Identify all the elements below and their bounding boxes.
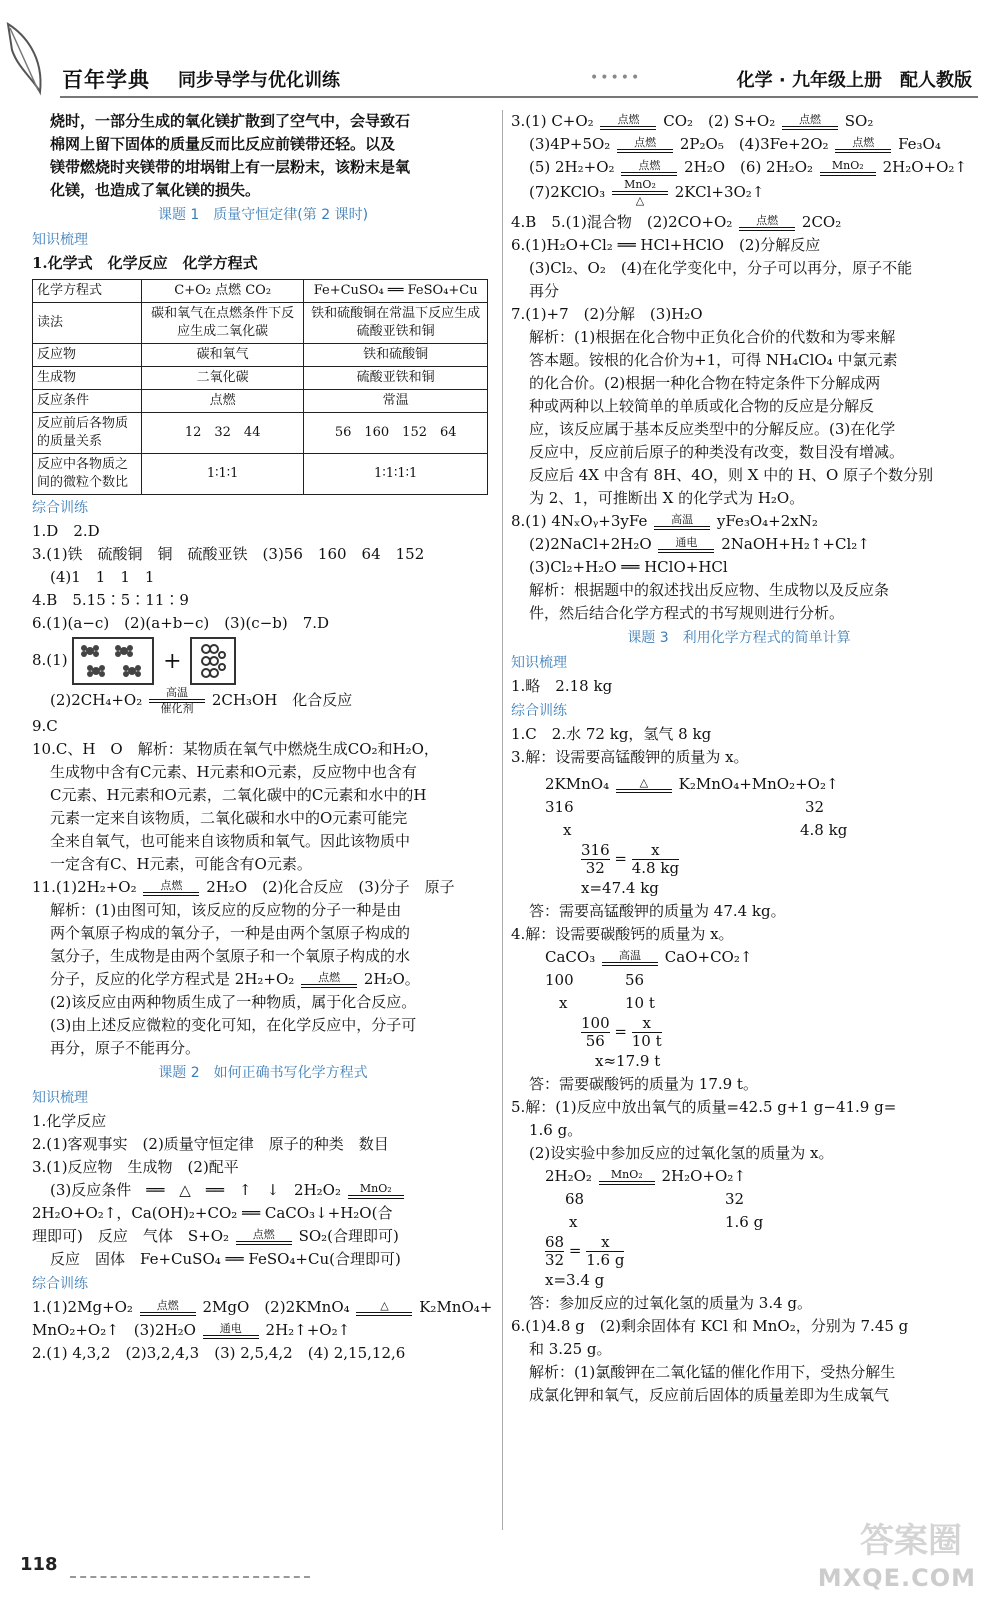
reaction-arrow bbox=[140, 1300, 196, 1316]
eq-part: 2H₂O。 bbox=[363, 970, 420, 988]
intro-line: 棉网上留下固体的质量反而比反应前镁带还轻。以及 bbox=[50, 135, 396, 153]
table-cell: 生成物 bbox=[33, 367, 142, 390]
eq-part: 2H₂↑+O₂↑ bbox=[265, 1321, 351, 1339]
calc-masses bbox=[545, 969, 967, 992]
explanation-line bbox=[32, 968, 494, 991]
explanation-line: 反应中，反应前后原子的种类没有改变，数目没有增减。 bbox=[529, 443, 905, 461]
eq-part: CO₂ (2) S+O₂ bbox=[663, 112, 776, 130]
calc-value: 68 bbox=[565, 1190, 585, 1208]
column-divider bbox=[502, 110, 503, 1530]
table-cell: Fe+CuSO₄ ══ FeSO₄+Cu bbox=[304, 280, 488, 303]
arrow-label: △ bbox=[380, 1299, 389, 1312]
arrow-label: 点燃 bbox=[160, 879, 183, 892]
arrow-label: △ bbox=[635, 194, 645, 207]
calc-result: x=47.4 kg bbox=[581, 879, 659, 897]
eq-part: 2H₂O (6) 2H₂O₂ bbox=[684, 158, 814, 176]
table-cell: 碳和氧气 bbox=[142, 344, 304, 367]
reaction-arrow bbox=[739, 215, 795, 231]
arrow-label: 高温 bbox=[166, 686, 189, 699]
answer-line: 1.C 2.水 72 kg，氢气 8 kg bbox=[511, 725, 712, 743]
reaction-table bbox=[32, 279, 488, 495]
answer-line: 3.解：设需要高锰酸钾的质量为 x。 bbox=[511, 748, 749, 766]
arrow-label: MnO₂ bbox=[831, 159, 864, 172]
answer-line: 4.解：设需要碳酸钙的质量为 x。 bbox=[511, 925, 734, 943]
eq-part: 2P₂O₅ (4)3Fe+2O₂ bbox=[679, 135, 829, 153]
reaction-arrow bbox=[600, 114, 656, 130]
arrow-label: MnO₂ bbox=[624, 178, 656, 191]
eq-part: 2KCl+3O₂↑ bbox=[674, 183, 765, 201]
answer-line: 3.(1)铁 硫酸铜 铜 硫酸亚铁 (3)56 160 64 152 bbox=[32, 545, 425, 563]
table-cell: 常温 bbox=[304, 390, 488, 413]
eq-part: (3)反应条件 ══ △ ══ ↑ ↓ 2H₂O₂ bbox=[50, 1181, 341, 1199]
fraction bbox=[581, 1015, 610, 1050]
eq-part: 11.(1)2H₂+O₂ bbox=[32, 878, 137, 896]
eq-part: 2MgO (2)2KMnO₄ bbox=[202, 1298, 350, 1316]
eq-part: 2H₂O (2)化合反应 (3)分子 原子 bbox=[206, 878, 455, 896]
fraction-num: 100 bbox=[581, 1014, 610, 1032]
table-cell: 硫酸亚铁和铜 bbox=[304, 367, 488, 390]
answer-line: C元素、H元素和O元素，二氧化碳中的C元素和水中的H bbox=[50, 786, 427, 804]
answer-line: 反应 固体 Fe+CuSO₄ ══ FeSO₄+Cu(合理即可) bbox=[50, 1250, 401, 1268]
reaction-arrow bbox=[301, 972, 357, 988]
answer-line: 4.B 5.15∶5∶11∶9 bbox=[32, 591, 189, 609]
header-rule bbox=[60, 96, 978, 98]
answer-line: 一定含有C、H元素，可能含有O元素。 bbox=[50, 855, 312, 873]
reaction-arrow bbox=[658, 537, 714, 553]
fraction-den: 10 t bbox=[631, 1032, 662, 1050]
fraction bbox=[545, 1234, 564, 1269]
reaction-arrow bbox=[143, 880, 199, 896]
section-knowledge: 知识梳理 bbox=[511, 655, 567, 671]
explanation-line: 成氯化钾和氧气，反应前后固体的质量差即为生成氧气 bbox=[529, 1386, 890, 1404]
plus-icon: + bbox=[163, 648, 182, 674]
eq-part: SO₂ bbox=[844, 112, 874, 130]
answer-line: 生成物中含有C元素、H元素和O元素，反应物中也含有 bbox=[50, 763, 417, 781]
calc-block-3 bbox=[511, 773, 967, 900]
answer-line: 2H₂O+O₂↑，Ca(OH)₂+CO₂ ══ CaCO₃↓+H₂O(合 bbox=[32, 1204, 393, 1222]
arrow-label: △ bbox=[639, 776, 649, 789]
answer-line bbox=[32, 1296, 494, 1319]
eq-part: 2H₂O+O₂↑ bbox=[882, 158, 967, 176]
answer-line: 再分 bbox=[529, 282, 560, 300]
explanation-line: 解析：(1)根据在化合物中正负化合价的代数和为零来解 bbox=[529, 328, 896, 346]
answer-line: 9.C bbox=[32, 717, 58, 735]
eq-part: K₂MnO₄+ bbox=[419, 1298, 493, 1316]
eq-part: (5) 2H₂+O₂ bbox=[529, 158, 615, 176]
calc-result: x=3.4 g bbox=[545, 1271, 605, 1289]
calc-result: x≈17.9 t bbox=[595, 1052, 661, 1070]
explanation-line: 种或两种以上较简单的单质或化合物的反应是分解反 bbox=[529, 397, 875, 415]
arrow-label: 高温 bbox=[619, 949, 641, 962]
table-cell: 1∶1∶1∶1 bbox=[304, 454, 488, 495]
answer-line: 1.略 2.18 kg bbox=[511, 677, 613, 695]
explanation-line: 的化合价。(2)根据一种化合物在特定条件下分解成两 bbox=[529, 374, 881, 392]
answer-line: 2.(1) 4,3,2 (2)3,2,4,3 (3) 2,5,4,2 (4) 2,15,12,6 bbox=[32, 1344, 406, 1362]
left-column bbox=[32, 110, 494, 1365]
answer-line bbox=[511, 133, 967, 156]
fraction-num: x bbox=[586, 1234, 624, 1252]
reaction-arrow bbox=[149, 687, 205, 715]
reaction-arrow bbox=[820, 160, 876, 176]
explanation-line: 件，然后结合化学方程式的书写规则进行分析。 bbox=[529, 604, 845, 622]
eq-part: Fe₃O₄ bbox=[898, 135, 941, 153]
series-title: 同步导学与优化训练 bbox=[178, 70, 340, 91]
calc-value: x bbox=[563, 821, 572, 839]
arrow-label: 点燃 bbox=[638, 159, 661, 172]
arrow-label: 点燃 bbox=[617, 113, 640, 126]
eq-part: CaO+CO₂↑ bbox=[664, 948, 753, 966]
arrow-label: 点燃 bbox=[252, 1228, 275, 1241]
table-cell: 读法 bbox=[33, 303, 142, 344]
answer-line bbox=[511, 156, 967, 179]
calc-value: 1.6 g bbox=[725, 1213, 764, 1231]
explanation-line: 解析：(1)由图可知，该反应的反应物的分子一种是由 bbox=[50, 901, 402, 919]
answer-line bbox=[511, 110, 967, 133]
answer-line: 答：需要碳酸钙的质量为 17.9 t。 bbox=[529, 1075, 758, 1093]
explanation-line: 反应后 4X 中含有 8H、4O，则 X 中的 H、O 原子个数分别 bbox=[529, 466, 934, 484]
feather-logo-icon bbox=[4, 20, 50, 96]
topic-2-title: 课题 2 如何正确书写化学方程式 bbox=[158, 1065, 368, 1081]
header-dots: ••••• bbox=[590, 70, 642, 86]
calc-masses bbox=[545, 796, 967, 819]
table-cell: 56 160 152 64 bbox=[304, 413, 488, 454]
table-cell: 点燃 bbox=[142, 390, 304, 413]
table-cell: 12 32 44 bbox=[142, 413, 304, 454]
fraction bbox=[586, 1234, 624, 1269]
reaction-arrow bbox=[602, 950, 658, 966]
eq-part: MnO₂+O₂↑ (3)2H₂O bbox=[32, 1321, 196, 1339]
calc-block-5 bbox=[511, 1165, 967, 1292]
answer-line: 全来自氧气，也可能来自该物质和氧气。因此该物质中 bbox=[50, 832, 411, 850]
eq-part: 2H₂O₂ bbox=[545, 1167, 592, 1185]
answer-8-diagram bbox=[32, 637, 494, 685]
table-cell: 二氧化碳 bbox=[142, 367, 304, 390]
answer-line bbox=[511, 533, 967, 556]
explanation-line: 氢分子，生成物是由两个氢原子和一个氧原子构成的水 bbox=[50, 947, 411, 965]
intro-line: 镁带燃烧时夹镁带的坩埚钳上有一层粉末，该粉末是氧 bbox=[50, 158, 411, 176]
table-cell: 反应中各物质之间的微粒个数比 bbox=[33, 454, 142, 495]
eq-part: 4.B 5.(1)混合物 (2)2CO+O₂ bbox=[511, 213, 733, 231]
reaction-arrow bbox=[654, 514, 710, 530]
page-number: 118 bbox=[20, 1554, 58, 1575]
eq-part: (3)4P+5O₂ bbox=[529, 135, 611, 153]
arrow-label: MnO₂ bbox=[610, 1168, 643, 1181]
reaction-arrow bbox=[236, 1229, 292, 1245]
answer-line bbox=[32, 687, 494, 715]
fraction-num: 316 bbox=[581, 841, 610, 859]
answer-line: 6.(1)4.8 g (2)剩余固体有 KCl 和 MnO₂，分别为 7.45 g bbox=[511, 1317, 909, 1335]
calc-value: x bbox=[569, 1213, 578, 1231]
answer-line: 答：参加反应的过氧化氢的质量为 3.4 g。 bbox=[529, 1294, 812, 1312]
section-training: 综合训练 bbox=[32, 1276, 88, 1292]
table-row bbox=[33, 390, 488, 413]
fraction-den: 56 bbox=[585, 1032, 605, 1050]
table-cell: C+O₂ 点燃 CO₂ bbox=[142, 280, 304, 303]
calc-value: x bbox=[559, 994, 568, 1012]
answer-line: 1.化学反应 bbox=[32, 1112, 107, 1130]
fraction-den: 32 bbox=[585, 859, 605, 877]
page-header bbox=[0, 0, 996, 98]
eq-part: SO₂(合理即可) bbox=[298, 1227, 399, 1245]
right-column bbox=[511, 110, 967, 1407]
answer-line: 6.(1)(a−c) (2)(a+b−c) (3)(c−b) 7.D bbox=[32, 614, 330, 632]
explanation-line: 答本题。铵根的化合价为+1，可得 NH₄ClO₄ 中氯元素 bbox=[529, 351, 898, 369]
topic-1-title: 课题 1 质量守恒定律(第 2 课时) bbox=[157, 207, 369, 223]
table-cell: 铁和硫酸铜 bbox=[304, 344, 488, 367]
answer-line bbox=[32, 876, 494, 899]
eq-part: 3.(1) C+O₂ bbox=[511, 112, 594, 130]
answer-line bbox=[32, 1225, 494, 1248]
calc-block-4 bbox=[511, 946, 967, 1073]
answer-line bbox=[511, 179, 967, 207]
calc-value: 32 bbox=[805, 798, 825, 816]
table-cell: 化学方程式 bbox=[33, 280, 142, 303]
reaction-arrow bbox=[782, 114, 838, 130]
footer-rule bbox=[70, 1576, 310, 1578]
calc-vars bbox=[545, 819, 967, 842]
calc-value: 32 bbox=[725, 1190, 745, 1208]
eq-part: 2CO₂ bbox=[801, 213, 842, 231]
answer-line bbox=[511, 211, 967, 234]
eq-part: 分子，反应的化学方程式是 2H₂+O₂ bbox=[50, 970, 295, 988]
arrow-label: 点燃 bbox=[318, 971, 341, 984]
calc-vars bbox=[545, 1211, 967, 1234]
arrow-label: 点燃 bbox=[756, 214, 779, 227]
table-row bbox=[33, 344, 488, 367]
answer-label: 8.(1) bbox=[32, 651, 68, 669]
table-cell: 1∶1∶1 bbox=[142, 454, 304, 495]
reaction-arrow bbox=[203, 1323, 259, 1339]
topic-3-title: 课题 3 利用化学方程式的简单计算 bbox=[627, 630, 851, 646]
reaction-arrow bbox=[621, 160, 677, 176]
answer-line: 2.(1)客观事实 (2)质量守恒定律 原子的种类 数目 bbox=[32, 1135, 389, 1153]
explanation-line: 为 2、1，可推断出 X 的化学式为 H₂O。 bbox=[529, 489, 805, 507]
watermark: MXQE.COM bbox=[817, 1564, 976, 1592]
reaction-arrow bbox=[612, 179, 668, 207]
calc-fraction: $\frac{100}{56}$ = $\frac{x}{10 t}$ bbox=[581, 1014, 662, 1050]
eq-part: yFe₃O₄+2xN₂ bbox=[716, 512, 818, 530]
reaction-arrow bbox=[348, 1183, 404, 1199]
explanation-line: 应，该反应属于基本反应类型中的分解反应。(3)在化学 bbox=[529, 420, 896, 438]
table-cell: 反应条件 bbox=[33, 390, 142, 413]
brand-title: 百年学典 bbox=[62, 68, 150, 92]
calc-value: 100 bbox=[545, 971, 574, 989]
explanation-line: 解析：(1)氯酸钾在二氧化锰的催化作用下，受热分解生 bbox=[529, 1363, 896, 1381]
section-training: 综合训练 bbox=[511, 703, 567, 719]
fraction-num: x bbox=[632, 1015, 662, 1033]
fraction-num: 68 bbox=[545, 1233, 565, 1251]
eq-part: 8.(1) 4NₓOᵧ+3yFe bbox=[511, 512, 648, 530]
explanation-line: 两个氧原子构成的氧分子，一种是由两个氢原子构成的 bbox=[50, 924, 411, 942]
eq-part: 2NaOH+H₂↑+Cl₂↑ bbox=[721, 535, 870, 553]
answer-line: 6.(1)H₂O+Cl₂ ══ HCl+HClO (2)分解反应 bbox=[511, 236, 821, 254]
arrow-label: MnO₂ bbox=[359, 1182, 392, 1195]
table-cell: 铁和硫酸铜在常温下反应生成硫酸亚铁和铜 bbox=[304, 303, 488, 344]
answer-line: 和 3.25 g。 bbox=[529, 1340, 612, 1358]
fraction bbox=[581, 842, 610, 877]
fraction-den: 1.6 g bbox=[586, 1251, 625, 1269]
calc-value: 10 t bbox=[625, 994, 655, 1012]
calc-equation bbox=[545, 946, 967, 969]
explanation-line: 解析：根据题中的叙述找出反应物、生成物以及反应条 bbox=[529, 581, 890, 599]
molecule-box-product-icon bbox=[190, 637, 236, 685]
section-knowledge: 知识梳理 bbox=[32, 232, 88, 248]
arrow-label: 点燃 bbox=[156, 1299, 179, 1312]
answer-line: 1.D 2.D bbox=[32, 522, 100, 540]
answer-line: 7.(1)+7 (2)分解 (3)H₂O bbox=[511, 305, 703, 323]
table-cell: 反应前后各物质的质量关系 bbox=[33, 413, 142, 454]
table-row bbox=[33, 280, 488, 303]
reaction-arrow bbox=[616, 777, 672, 793]
eq-part: (2)2CH₄+O₂ bbox=[50, 691, 143, 709]
eq-part: 理即可) 反应 气体 S+O₂ bbox=[32, 1227, 230, 1245]
answer-line: 3.(1)反应物 生成物 (2)配平 bbox=[32, 1158, 239, 1176]
answer-line: (4)1 1 1 1 bbox=[50, 568, 155, 586]
section-training: 综合训练 bbox=[32, 500, 88, 516]
answer-line: (3)Cl₂、O₂ (4)在化学变化中，分子可以再分，原子不能 bbox=[529, 259, 913, 277]
reaction-arrow bbox=[617, 137, 673, 153]
answer-line bbox=[32, 1319, 494, 1342]
eq-part: 2H₂O+O₂↑ bbox=[661, 1167, 746, 1185]
arrow-label: 通电 bbox=[675, 536, 698, 549]
calc-vars bbox=[545, 992, 967, 1015]
eq-part: (7)2KClO₃ bbox=[529, 183, 606, 201]
table-cell: 碳和氧气在点燃条件下反应生成二氧化碳 bbox=[142, 303, 304, 344]
calc-equation bbox=[545, 773, 967, 796]
answer-line: (3)Cl₂+H₂O ══ HClO+HCl bbox=[529, 558, 728, 576]
section-knowledge: 知识梳理 bbox=[32, 1090, 88, 1106]
fraction bbox=[632, 1015, 662, 1050]
intro-line: 烧时，一部分生成的氧化镁扩散到了空气中，会导致石 bbox=[50, 112, 411, 130]
calc-value: 4.8 kg bbox=[800, 821, 848, 839]
fraction-den: 4.8 kg bbox=[631, 859, 680, 877]
subject-label: 化学 · 九年级上册 配人教版 bbox=[736, 70, 972, 91]
intro-line: 化镁，也造成了氧化镁的损失。 bbox=[50, 181, 261, 199]
reaction-arrow bbox=[835, 137, 891, 153]
k1-answer: 1.化学式 化学反应 化学方程式 bbox=[32, 254, 258, 272]
explanation-line: (3)由上述反应微粒的变化可知，在化学反应中，分子可 bbox=[50, 1016, 417, 1034]
calc-masses bbox=[545, 1188, 967, 1211]
fraction bbox=[632, 842, 679, 877]
calc-fraction: $\frac{316}{32}$ = $\frac{x}{4.8 kg}$ bbox=[581, 841, 680, 877]
explanation-line: 再分，原子不能再分。 bbox=[50, 1039, 201, 1057]
calc-value: 316 bbox=[545, 798, 574, 816]
answer-line bbox=[32, 1179, 494, 1202]
watermark-logo: 答案圈 bbox=[860, 1521, 962, 1561]
arrow-label: 通电 bbox=[219, 1322, 242, 1335]
reaction-arrow bbox=[356, 1300, 412, 1316]
arrow-label: 高温 bbox=[671, 513, 694, 526]
table-row bbox=[33, 367, 488, 390]
reaction-arrow bbox=[599, 1169, 655, 1185]
calc-value: 56 bbox=[625, 971, 645, 989]
calc-equation bbox=[545, 1165, 967, 1188]
table-cell: 反应物 bbox=[33, 344, 142, 367]
eq-part: CaCO₃ bbox=[545, 948, 596, 966]
arrow-label: 点燃 bbox=[634, 136, 657, 149]
arrow-label: 点燃 bbox=[852, 136, 875, 149]
answer-line: 元素一定来自该物质，二氧化碳和水中的O元素可能完 bbox=[50, 809, 408, 827]
calc-fraction: $\frac{68}{32}$ = $\frac{x}{1.6 g}$ bbox=[545, 1233, 625, 1269]
answer-line: 1.6 g。 bbox=[529, 1121, 583, 1139]
eq-part: (2)2NaCl+2H₂O bbox=[529, 535, 652, 553]
table-row bbox=[33, 413, 488, 454]
table-row bbox=[33, 454, 488, 495]
eq-part: K₂MnO₄+MnO₂+O₂↑ bbox=[678, 775, 839, 793]
eq-part: 2KMnO₄ bbox=[545, 775, 610, 793]
fraction-den: 32 bbox=[545, 1251, 565, 1269]
answer-line: 答：需要高锰酸钾的质量为 47.4 kg。 bbox=[529, 902, 786, 920]
answer-line: 10.C、H O 解析：某物质在氧气中燃烧生成CO₂和H₂O， bbox=[32, 740, 439, 758]
page-footer bbox=[0, 1521, 996, 1600]
answer-line: (2)设实验中参加反应的过氧化氢的质量为 x。 bbox=[529, 1144, 834, 1162]
arrow-label: 点燃 bbox=[799, 113, 821, 126]
molecule-box-reactant-icon bbox=[72, 637, 154, 685]
eq-part: 2CH₃OH 化合反应 bbox=[211, 691, 353, 709]
eq-part: 1.(1)2Mg+O₂ bbox=[32, 1298, 133, 1316]
intro-text bbox=[32, 110, 494, 202]
answer-line bbox=[511, 510, 967, 533]
arrow-label: 催化剂 bbox=[160, 702, 194, 715]
table-row bbox=[33, 303, 488, 344]
explanation-line: (2)该反应由两种物质生成了一种物质，属于化合反应。 bbox=[50, 993, 417, 1011]
fraction-num: x bbox=[632, 842, 679, 860]
answer-line: 5.解：(1)反应中放出氧气的质量=42.5 g+1 g−41.9 g= bbox=[511, 1098, 897, 1116]
